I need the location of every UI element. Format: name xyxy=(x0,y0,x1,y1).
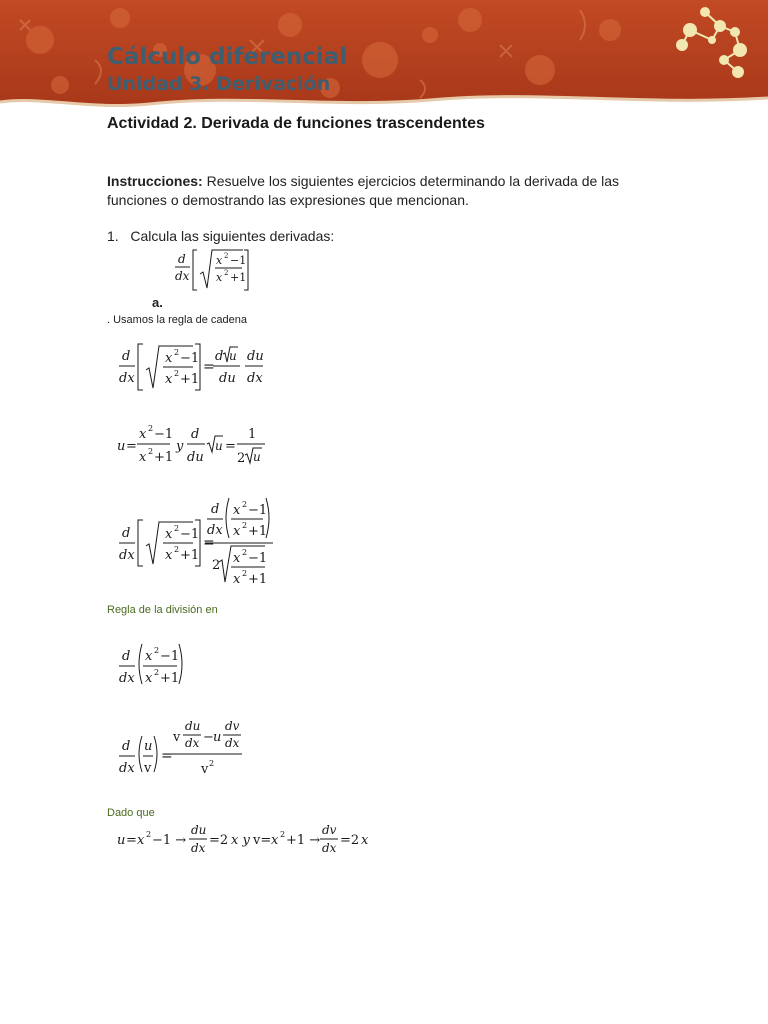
svg-text:u: u xyxy=(144,739,153,754)
svg-text:2: 2 xyxy=(174,348,180,357)
svg-text:=: = xyxy=(126,439,137,454)
svg-text:+1: +1 xyxy=(180,372,200,387)
svg-text:d: d xyxy=(191,427,200,442)
svg-text:=2: =2 xyxy=(209,833,229,848)
svg-text:dx: dx xyxy=(119,671,135,686)
svg-text:2: 2 xyxy=(242,500,248,509)
svg-text:−1 →: −1 → xyxy=(152,833,187,848)
svg-text:=: = xyxy=(203,535,215,551)
svg-text:2: 2 xyxy=(174,545,180,554)
sub-item-a: a. xyxy=(152,295,163,310)
svg-text:du: du xyxy=(187,450,204,465)
svg-text:d: d xyxy=(178,252,186,266)
svg-text:−1: −1 xyxy=(160,649,180,664)
svg-text:y: y xyxy=(176,439,184,454)
svg-text:−1: −1 xyxy=(230,254,247,267)
svg-text:x: x xyxy=(137,833,145,848)
svg-text:=: = xyxy=(203,359,215,375)
svg-text:2: 2 xyxy=(280,830,286,839)
svg-text:dx: dx xyxy=(225,736,240,750)
svg-text:−1: −1 xyxy=(180,527,200,542)
svg-text:d: d xyxy=(122,349,131,364)
activity-title: Actividad 2. Derivada de funciones trascendentes xyxy=(107,115,485,132)
svg-text:v: v xyxy=(201,762,209,777)
svg-text:d: d xyxy=(122,739,131,754)
svg-text:dx: dx xyxy=(322,841,337,855)
svg-text:2: 2 xyxy=(224,252,229,260)
svg-text:2: 2 xyxy=(174,524,180,533)
instructions-text: Resuelve los siguientes ejercicios determinando la derivada de las funciones o demostrando las expresiones que mencionan. xyxy=(107,173,620,208)
equation-problem xyxy=(170,246,260,294)
svg-text:v: v xyxy=(144,761,152,776)
svg-text:d: d xyxy=(122,649,131,664)
svg-text:+1: +1 xyxy=(154,450,174,465)
svg-text:dx: dx xyxy=(185,736,200,750)
svg-text:−1: −1 xyxy=(248,551,268,566)
svg-text:+1: +1 xyxy=(248,524,268,539)
svg-text:dx: dx xyxy=(119,371,135,386)
svg-text:2: 2 xyxy=(174,369,180,378)
svg-text:−1: −1 xyxy=(248,503,268,518)
svg-text:dx: dx xyxy=(175,269,190,283)
svg-text:x: x xyxy=(145,671,153,686)
course-title: Cálculo diferencial xyxy=(107,44,348,70)
svg-text:+1: +1 xyxy=(180,548,200,563)
svg-text:2: 2 xyxy=(148,424,154,433)
svg-text:x: x xyxy=(216,271,223,284)
svg-text:x y: x y xyxy=(231,833,250,848)
svg-text:dx: dx xyxy=(191,841,206,855)
svg-text:dx: dx xyxy=(119,761,135,776)
svg-text:=: = xyxy=(161,748,173,764)
svg-text:2: 2 xyxy=(237,451,246,466)
svg-text:d: d xyxy=(215,349,224,364)
equation-substitution xyxy=(115,424,285,469)
svg-text:x: x xyxy=(145,649,153,664)
svg-text:x: x xyxy=(165,527,173,542)
svg-text:+1: +1 xyxy=(160,671,180,686)
equation-quotient-rule xyxy=(115,713,255,778)
svg-text:x: x xyxy=(165,548,173,563)
svg-text:v=: v= xyxy=(253,833,272,848)
svg-text:x: x xyxy=(233,551,241,566)
equation-quotient-target xyxy=(115,640,195,690)
svg-text:x: x xyxy=(361,833,369,848)
svg-text:2: 2 xyxy=(154,668,160,677)
svg-text:x: x xyxy=(271,833,279,848)
svg-text:u: u xyxy=(117,439,126,454)
svg-text:du: du xyxy=(219,371,236,386)
svg-text:u: u xyxy=(213,730,222,745)
svg-text:x: x xyxy=(139,427,147,442)
chain-rule-note: . Usamos la regla de cadena xyxy=(107,314,248,326)
svg-text:2: 2 xyxy=(154,646,160,655)
svg-text:du: du xyxy=(185,719,201,733)
svg-text:−1: −1 xyxy=(154,427,174,442)
svg-text:+1: +1 xyxy=(248,572,268,587)
equation-given xyxy=(115,822,385,862)
svg-text:−1: −1 xyxy=(180,351,200,366)
svg-text:x: x xyxy=(165,351,173,366)
list-item-1 xyxy=(107,228,334,244)
svg-text:dx: dx xyxy=(247,371,263,386)
svg-text:−: − xyxy=(203,730,214,745)
equation-chain-rule xyxy=(115,340,275,395)
svg-text:u: u xyxy=(215,439,223,453)
svg-text:x: x xyxy=(233,572,241,587)
svg-text:2: 2 xyxy=(242,569,248,578)
svg-text:+1 →: +1 → xyxy=(286,833,321,848)
item-text: Calcula las siguientes derivadas: xyxy=(130,228,335,244)
svg-text:dx: dx xyxy=(207,523,223,538)
svg-text:x: x xyxy=(139,450,147,465)
svg-text:du: du xyxy=(191,823,207,837)
svg-text:dv: dv xyxy=(322,823,337,837)
svg-text:du: du xyxy=(247,349,264,364)
svg-text:2: 2 xyxy=(242,548,248,557)
svg-text:2: 2 xyxy=(209,759,215,768)
svg-text:2: 2 xyxy=(212,558,221,573)
svg-text:=2: =2 xyxy=(340,833,360,848)
unit-title: Unidad 3. Derivación xyxy=(107,73,331,95)
item-number: 1. xyxy=(107,228,119,244)
svg-text:+1: +1 xyxy=(230,271,247,284)
svg-text:x: x xyxy=(165,372,173,387)
svg-text:x: x xyxy=(233,524,241,539)
svg-text:dv: dv xyxy=(225,719,240,733)
svg-text:u: u xyxy=(253,450,261,464)
svg-text:dx: dx xyxy=(119,548,135,563)
svg-text:d: d xyxy=(122,526,131,541)
svg-text:2: 2 xyxy=(148,447,154,456)
svg-text:u: u xyxy=(117,833,126,848)
svg-text:v: v xyxy=(173,730,181,745)
svg-text:x: x xyxy=(216,254,223,267)
svg-text:u: u xyxy=(229,349,237,363)
svg-text:x: x xyxy=(233,503,241,518)
svg-text:2: 2 xyxy=(224,269,229,277)
svg-text:2: 2 xyxy=(146,830,152,839)
equation-chain-expanded xyxy=(115,492,285,592)
svg-text:=: = xyxy=(225,439,236,454)
svg-text:1: 1 xyxy=(248,427,257,442)
svg-text:2: 2 xyxy=(242,521,248,530)
quotient-rule-note: Regla de la división en xyxy=(107,604,218,616)
svg-text:=: = xyxy=(126,833,137,848)
instructions-label: Instrucciones: xyxy=(107,173,203,189)
svg-text:d: d xyxy=(211,502,220,517)
instructions-paragraph xyxy=(107,172,667,210)
given-note: Dado que xyxy=(107,807,155,819)
